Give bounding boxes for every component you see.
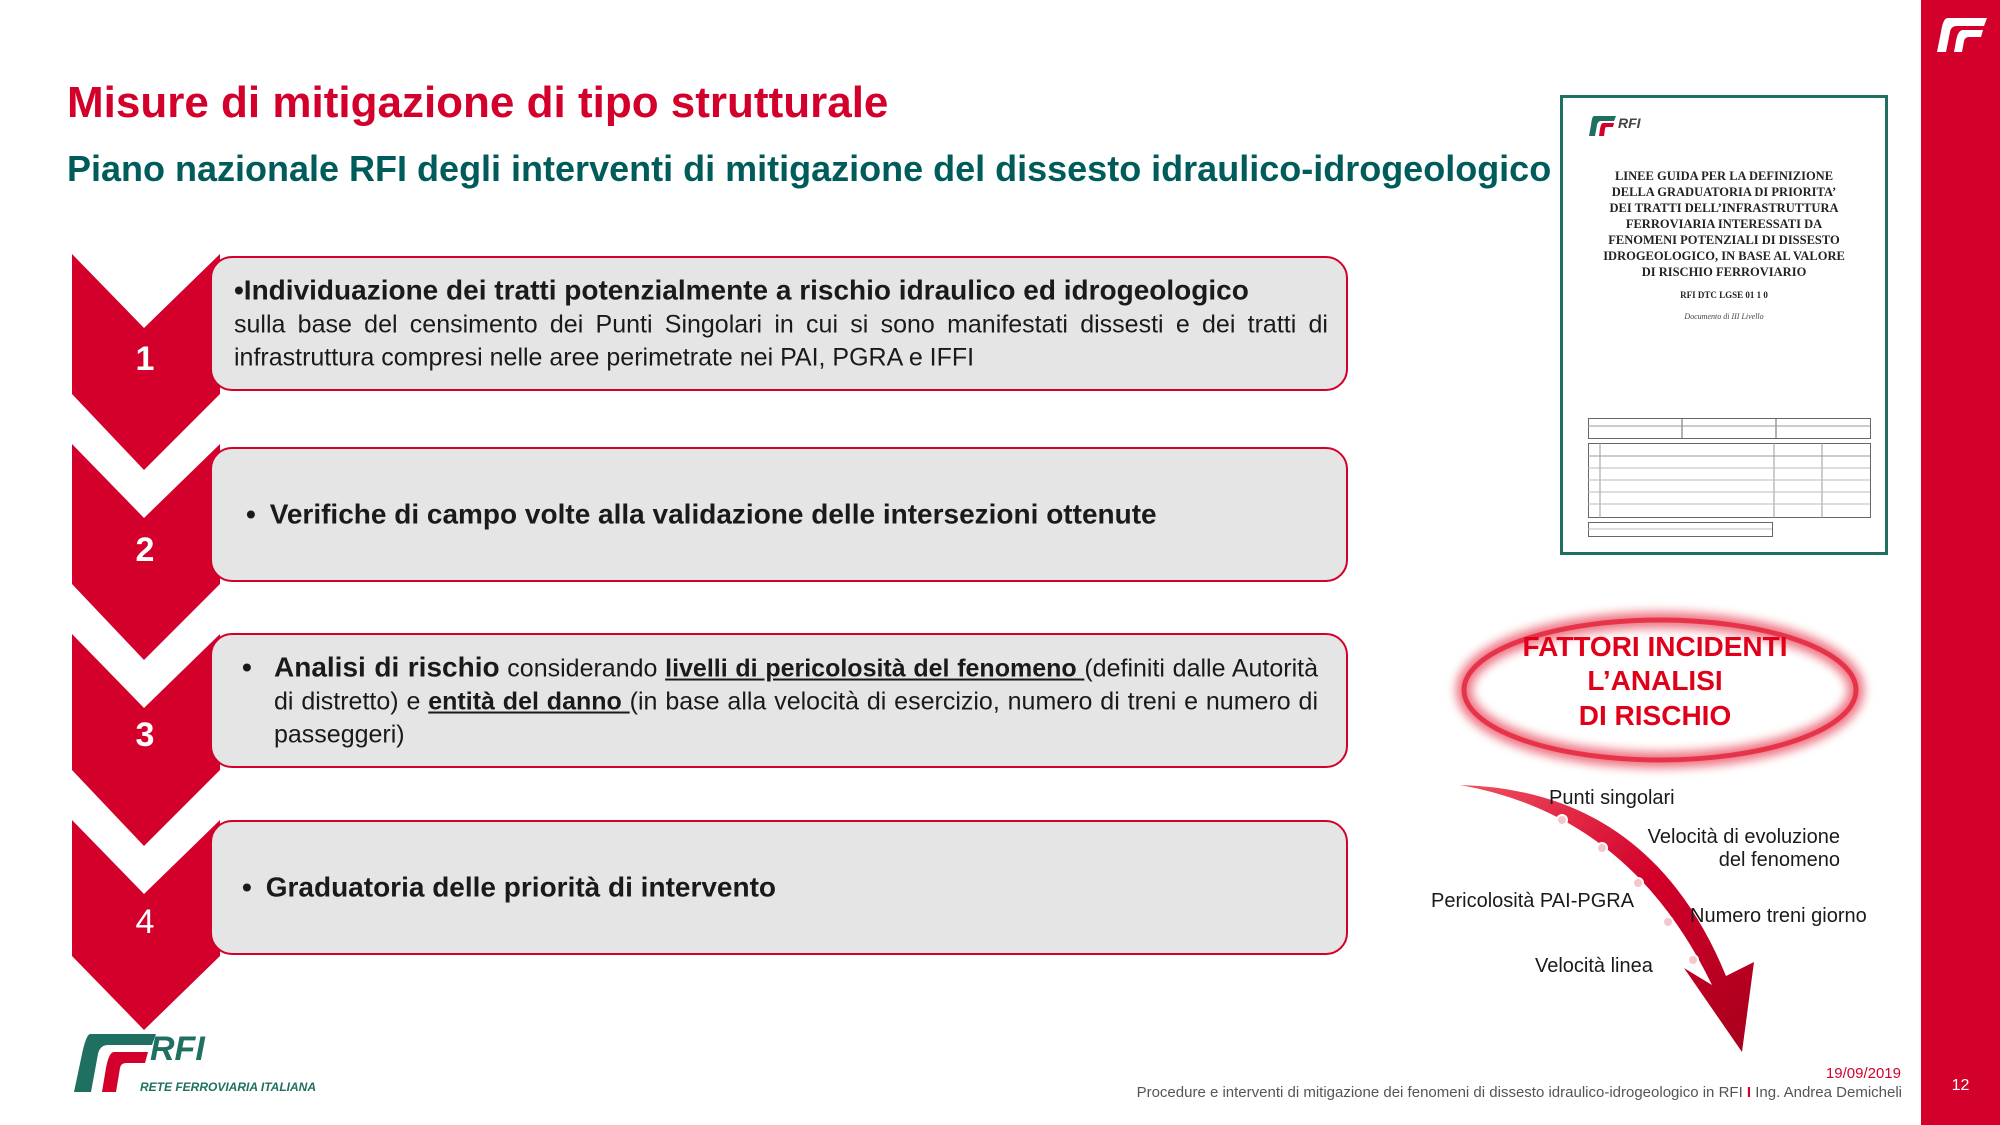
- footer-separator: I: [1746, 1084, 1752, 1101]
- doc-code: RFI DTC LGSE 01 1 0: [1680, 290, 1768, 300]
- factor-numero-treni: Numero treni giorno: [1690, 905, 1867, 927]
- svg-text:RFI: RFI: [1618, 115, 1641, 131]
- page-subtitle: Piano nazionale RFI degli interventi di mitigazione del dissesto idraulico-idrogeologico: [67, 148, 1552, 189]
- step-box-3: [210, 633, 1348, 768]
- step-number-2: 2: [135, 531, 155, 569]
- step-3-bullet: •: [242, 651, 252, 683]
- step-4-heading: Graduatoria delle priorità di intervento: [265, 871, 777, 903]
- step-3-text-1: considerando: [499, 654, 666, 683]
- rfi-logo-text: RFI: [150, 1030, 205, 1068]
- guideline-document-thumbnail: [1560, 95, 1888, 555]
- factors-title: FATTORI INCIDENTI L’ANALISI DI RISCHIO: [1522, 631, 1788, 731]
- doc-note: Documento di III Livello: [1684, 312, 1764, 321]
- fs-logo-icon: [1933, 14, 1989, 56]
- rfi-logo-tagline: RETE FERROVIARIA ITALIANA: [140, 1080, 316, 1094]
- step-2-bullet: •: [246, 498, 256, 530]
- step-number-1: 1: [135, 340, 155, 378]
- step-number-4: 4: [135, 903, 155, 941]
- step-number-3: 3: [135, 716, 155, 754]
- factor-velocita-linea: Velocità linea: [1535, 955, 1653, 977]
- step-box-2: [210, 447, 1348, 582]
- brand-sidebar: [1921, 0, 2000, 1125]
- footer-date: 19/09/2019: [1825, 1065, 1901, 1082]
- step-box-4: [210, 820, 1348, 955]
- step-4-bullet: •: [242, 871, 252, 903]
- step-1-description: sulla base del censimento dei Punti Singolari in cui si sono manifestati dissesti e dei tratti di infrastruttura compresi nelle aree perimetrate nei PAI, PGRA e IFFI: [234, 310, 1328, 372]
- doc-rfi-logo-icon: [1588, 112, 1698, 140]
- step-3-hazard-level: livelli di pericolosità del fenomeno: [665, 654, 1085, 683]
- factor-velocita-evoluzione: Velocità di evoluzione del fenomeno: [1647, 826, 1840, 871]
- doc-title: LINEE GUIDA PER LA DEFINIZIONE DELLA GRADUATORIA DI PRIORITA’ DEI TRATTI DELL’INFRASTRUTTURA FERROVIARIA INTERESSATI DA FENOMENI POTENZIALI DI DISSESTO IDROGEOLOGICO, IN BASE AL VALORE DI RISCHIO FERROVIARIO: [1603, 169, 1845, 279]
- doc-tables-graphic: [1588, 418, 1873, 538]
- factor-pericolosita: Pericolosità PAI-PGRA: [1431, 890, 1635, 912]
- footer-text: Procedure e interventi di mitigazione dei fenomeni di dissesto idraulico-idrogeologico in RFI: [1136, 1084, 1743, 1101]
- step-3-heading: Analisi di rischio: [274, 651, 500, 683]
- page-number: 12: [1951, 1077, 1970, 1094]
- rfi-logo: [66, 1030, 366, 1096]
- step-1-heading: •Individuazione dei tratti potenzialmente a rischio idraulico ed idrogeologico: [234, 274, 1249, 306]
- step-box-1: [210, 256, 1348, 391]
- step-3-damage-entity: entità del danno: [428, 687, 630, 716]
- page-title: Misure di mitigazione di tipo strutturale: [67, 78, 889, 127]
- step-3-text-2: (definiti dalle Autorità di distretto) e: [274, 654, 1318, 716]
- step-2-heading: Verifiche di campo volte alla validazione delle intersezioni ottenute: [269, 498, 1157, 530]
- factor-punti-singolari: Punti singolari: [1549, 787, 1675, 809]
- footer-caption: [1137, 1084, 1902, 1101]
- step-chevrons: [0, 0, 240, 1050]
- step-3-text-3: (in base alla velocità di esercizio, numero di treni e numero di passeggeri): [274, 687, 1319, 749]
- footer-author: Ing. Andrea Demicheli: [1755, 1084, 1902, 1101]
